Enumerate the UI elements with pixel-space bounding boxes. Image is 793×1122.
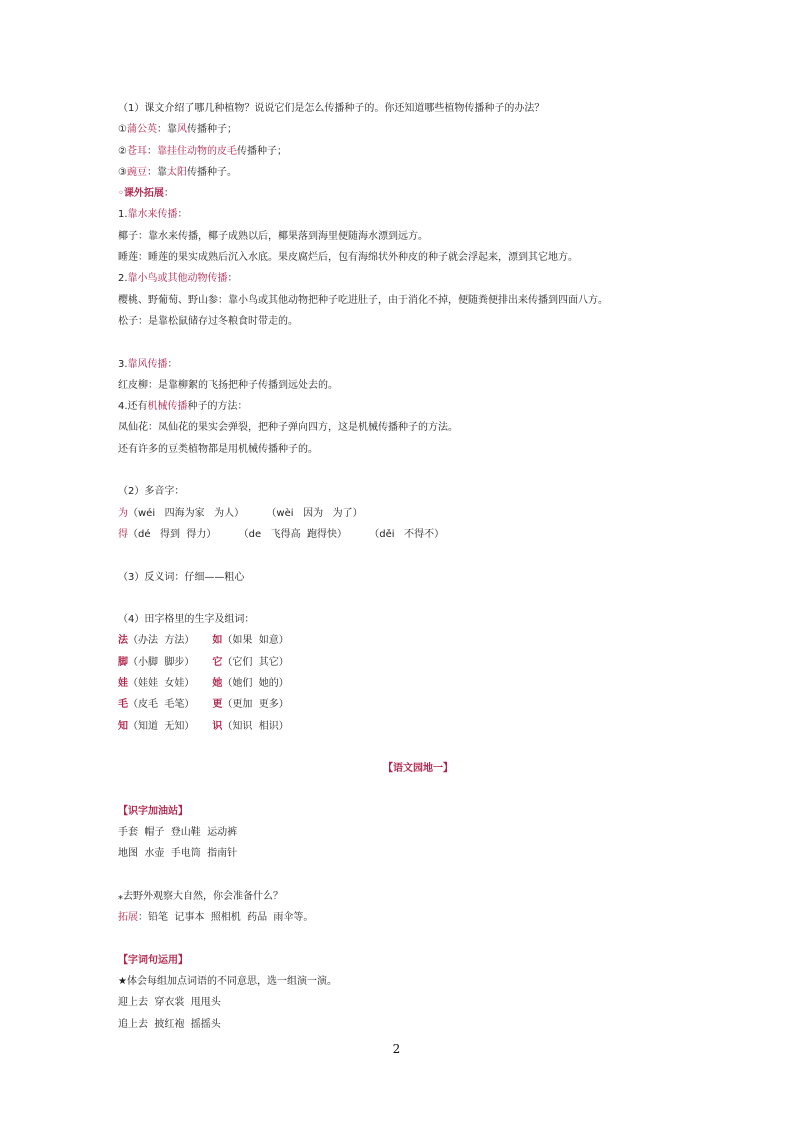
spacer bbox=[118, 332, 718, 353]
item-suffix: 传播种子； bbox=[236, 145, 287, 157]
polyphone-row-2 bbox=[118, 524, 718, 545]
polyphone-readings: （wéi 四海为家 为人） （wèi 因为 为了） bbox=[128, 507, 363, 519]
section-colon: ： bbox=[177, 209, 188, 221]
usage-instruction: ★体会每组加点词语的不同意思，选一组演一演。 bbox=[118, 976, 337, 988]
section-number: 1. bbox=[118, 209, 128, 221]
hanzi-char: 知 bbox=[118, 720, 128, 732]
plant-name: 豌豆 bbox=[126, 166, 147, 178]
section-number: 2. bbox=[118, 273, 128, 285]
section-4-heading bbox=[118, 396, 718, 417]
spacer bbox=[118, 780, 718, 801]
q1-item-2 bbox=[118, 141, 718, 162]
usage-line-2: 追上去 披红袍 摇摇头 bbox=[118, 1018, 221, 1030]
hanzi-words: （她们 她的） bbox=[222, 678, 289, 690]
hanzi-words: （它们 其它） bbox=[222, 656, 289, 668]
garden-title: 【语文园地一】 bbox=[383, 763, 453, 775]
hanzi-words: （娃娃 女娃） bbox=[128, 678, 195, 690]
section-post: 种子的方法： bbox=[187, 401, 248, 413]
section-title: 机械传播 bbox=[147, 401, 188, 413]
section-3-heading bbox=[118, 354, 718, 375]
q1-question: （1）课文介绍了哪几种植物？说说它们是怎么传播种子的。你还知道哪些植物传播种子的办法？ bbox=[118, 103, 545, 114]
section-1-line-2: 睡莲：睡莲的果实成熟后沉入水底。果皮腐烂后，包有海绵状外种皮的种子就会浮起来，漂到其它地方。 bbox=[118, 252, 578, 264]
outdoor-answer bbox=[118, 907, 718, 928]
item-sep: ： bbox=[146, 145, 157, 157]
polyphone-row-1 bbox=[118, 503, 718, 524]
extension-title: 课外拓展 bbox=[123, 188, 164, 200]
literacy-heading: 【识字加油站】 bbox=[118, 805, 188, 817]
spacer bbox=[118, 460, 718, 481]
answer-text: ：铅笔 记事本 照相机 药品 雨伞等。 bbox=[138, 912, 314, 924]
hanzi-char: 它 bbox=[212, 656, 223, 668]
extension-label: 拓展 bbox=[118, 912, 138, 924]
outdoor-question: ⁎去野外观察大自然，你会准备什么？ bbox=[118, 890, 283, 902]
literacy-line-2: 地图 水壶 手电筒 指南针 bbox=[118, 848, 238, 860]
q1-item-3 bbox=[118, 162, 718, 183]
hanzi-char: 识 bbox=[212, 720, 223, 732]
spacer bbox=[118, 929, 718, 950]
section-title: 靠小鸟或其他动物传播 bbox=[127, 273, 228, 285]
hanzi-words: （知道 无知） bbox=[128, 720, 195, 732]
item-sep: ：靠 bbox=[156, 124, 177, 136]
section-number: 4. bbox=[118, 401, 128, 413]
heading-colon: ： bbox=[163, 188, 174, 200]
spacer bbox=[118, 588, 718, 609]
polyphone-char: 为 bbox=[118, 507, 128, 519]
item-number: ① bbox=[118, 124, 127, 136]
section-colon: ： bbox=[167, 358, 178, 370]
q2-title: （2）多音字： bbox=[118, 486, 185, 498]
hanzi-words: （如果 如意） bbox=[222, 635, 289, 647]
section-2-heading bbox=[118, 268, 718, 289]
section-4-line-2: 还有许多的豆类植物都是用机械传播种子的。 bbox=[118, 443, 318, 455]
hanzi-char: 更 bbox=[212, 699, 223, 711]
section-4-line-1: 凤仙花：凤仙花的果实会弹裂，把种子弹向四方，这是机械传播种子的方法。 bbox=[118, 422, 458, 434]
page-number: 2 bbox=[392, 1042, 401, 1056]
hanzi-words: （皮毛 毛笔） bbox=[128, 699, 195, 711]
section-colon: ： bbox=[227, 273, 238, 285]
hanzi-char: 毛 bbox=[118, 699, 128, 711]
bullet-icon: ◦ bbox=[118, 188, 124, 200]
item-suffix: 传播种子； bbox=[186, 124, 237, 136]
item-sep: ：靠 bbox=[146, 166, 167, 178]
q3-antonym: （3）反义词：仔细——粗心 bbox=[118, 571, 245, 583]
spacer bbox=[118, 737, 718, 758]
hanzi-char: 法 bbox=[118, 635, 128, 647]
plant-name: 苍耳 bbox=[126, 145, 147, 157]
hanzi-row bbox=[118, 716, 718, 737]
item-number: ③ bbox=[118, 166, 127, 178]
item-key: 风 bbox=[176, 124, 187, 136]
hanzi-char: 娃 bbox=[118, 678, 128, 690]
section-title: 靠风传播 bbox=[127, 358, 168, 370]
hanzi-row bbox=[118, 673, 718, 694]
section-2-line-1: 樱桃、野葡萄、野山参：靠小鸟或其他动物把种子吃进肚子，由于消化不掉，便随粪便排出来传播到四面八方。 bbox=[118, 294, 608, 306]
spacer bbox=[118, 865, 718, 886]
section-title: 靠水来传播 bbox=[127, 209, 178, 221]
item-key: 靠挂住动物的皮毛 bbox=[156, 145, 237, 157]
spacer bbox=[118, 545, 718, 566]
plant-name: 蒲公英 bbox=[126, 124, 157, 136]
hanzi-words: （小脚 脚步） bbox=[128, 656, 195, 668]
literacy-line-1: 手套 帽子 登山鞋 运动裤 bbox=[118, 827, 238, 839]
section-2-line-2: 松子：是靠松鼠储存过冬粮食时带走的。 bbox=[118, 315, 298, 327]
page-content bbox=[118, 98, 718, 1035]
hanzi-words: （知识 相识） bbox=[222, 720, 289, 732]
usage-heading: 【字词句运用】 bbox=[118, 954, 188, 966]
item-key: 太阳 bbox=[166, 166, 187, 178]
section-1-line-1: 椰子：靠水来传播，椰子成熟以后，椰果落到海里便随海水漂到远方。 bbox=[118, 230, 428, 242]
section-1-heading bbox=[118, 204, 718, 225]
section-3-line-1: 红皮柳：是靠柳絮的飞扬把种子传播到远处去的。 bbox=[118, 379, 338, 391]
item-suffix: 传播种子。 bbox=[186, 166, 237, 178]
q1-item-1 bbox=[118, 119, 718, 140]
hanzi-words: （办法 方法） bbox=[128, 635, 195, 647]
usage-line-1: 迎上去 穿衣裳 甩甩头 bbox=[118, 997, 221, 1009]
q4-title: （4）田字格里的生字及组词： bbox=[118, 614, 255, 626]
hanzi-char: 脚 bbox=[118, 656, 128, 668]
item-number: ② bbox=[118, 145, 127, 157]
hanzi-row bbox=[118, 652, 718, 673]
extension-heading bbox=[118, 183, 718, 204]
hanzi-row bbox=[118, 630, 718, 651]
hanzi-char: 如 bbox=[212, 635, 223, 647]
hanzi-char: 她 bbox=[212, 678, 223, 690]
section-number: 3. bbox=[118, 358, 128, 370]
polyphone-readings: （dé 得到 得力） （de 飞得高 跑得快） （děi 不得不） bbox=[128, 528, 445, 540]
hanzi-row bbox=[118, 694, 718, 715]
section-pre: 还有 bbox=[127, 401, 148, 413]
polyphone-char: 得 bbox=[118, 528, 128, 540]
hanzi-words: （更加 更多） bbox=[222, 699, 289, 711]
